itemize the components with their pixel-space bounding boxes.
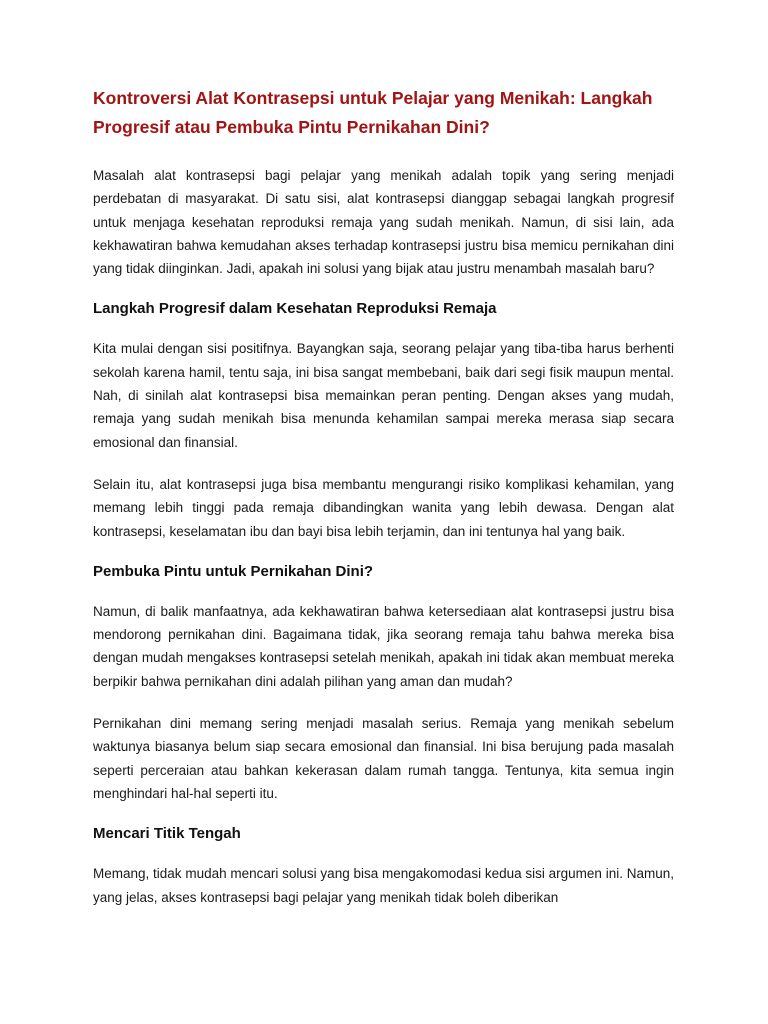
section-heading-early-marriage: Pembuka Pintu untuk Pernikahan Dini? [93, 562, 374, 580]
body-paragraph: Memang, tidak mudah mencari solusi yang bisa mengakomodasi kedua sisi argumen ini. Namun, yang jelas, akses kontrasepsi bagi pelajar yang menikah tidak boleh diberikan [93, 866, 674, 905]
article-title: Kontroversi Alat Kontrasepsi untuk Pelajar yang Menikah: Langkah Progresif atau Pembuka Pintu Pernikahan Dini? [93, 88, 653, 137]
section-heading-middle-ground: Mencari Titik Tengah [93, 825, 241, 843]
body-paragraph: Selain itu, alat kontrasepsi juga bisa membantu mengurangi risiko komplikasi kehamilan, yang memang lebih tinggi pada remaja dibandingkan wanita yang lebih dewasa. Dengan alat kontrasepsi, keselamatan ibu dan bayi bisa lebih terjamin, dan ini tentunya hal yang baik. [93, 476, 674, 539]
document-page [93, 84, 674, 928]
body-paragraph: Pernikahan dini memang sering menjadi masalah serius. Remaja yang menikah sebelum waktunya biasanya belum siap secara emosional dan finansial. Ini bisa berujung pada masalah seperti perceraian atau bahkan kekerasan dalam rumah tangga. Tentunya, kita semua ingin menghindari hal-hal seperti itu. [93, 716, 674, 801]
body-paragraph: Kita mulai dengan sisi positifnya. Bayangkan saja, seorang pelajar yang tiba-tiba harus berhenti sekolah karena hamil, tentu saja, ini bisa sangat membebani, baik dari segi fisik maupun mental. Nah, di sinilah alat kontrasepsi bisa memainkan peran penting. Dengan akses yang mudah, remaja yang sudah menikah bisa menunda kehamilan sampai mereka merasa siap secara emosional dan finansial. [93, 341, 674, 450]
body-paragraph: Namun, di balik manfaatnya, ada kekhawatiran bahwa ketersediaan alat kontrasepsi justru bisa mendorong pernikahan dini. Bagaimana tidak, jika seorang remaja tahu bahwa mereka bisa dengan mudah mengakses kontrasepsi setelah menikah, apakah ini tidak akan membuat mereka berpikir bahwa pernikahan dini adalah pilihan yang aman dan mudah? [93, 603, 674, 689]
section-heading-progressive: Langkah Progresif dalam Kesehatan Reproduksi Remaja [93, 300, 497, 318]
intro-paragraph: Masalah alat kontrasepsi bagi pelajar yang menikah adalah topik yang sering menjadi perdebatan di masyarakat. Di satu sisi, alat kontrasepsi dianggap sebagai langkah progresif untuk menjaga kesehatan reproduksi remaja yang sudah menikah. Namun, di sisi lain, ada kekhawatiran bahwa kemudahan akses terhadap kontrasepsi justru bisa memicu pernikahan dini yang tidak diinginkan. Jadi, apakah ini solusi yang bijak atau justru menambah masalah baru? [93, 168, 674, 277]
